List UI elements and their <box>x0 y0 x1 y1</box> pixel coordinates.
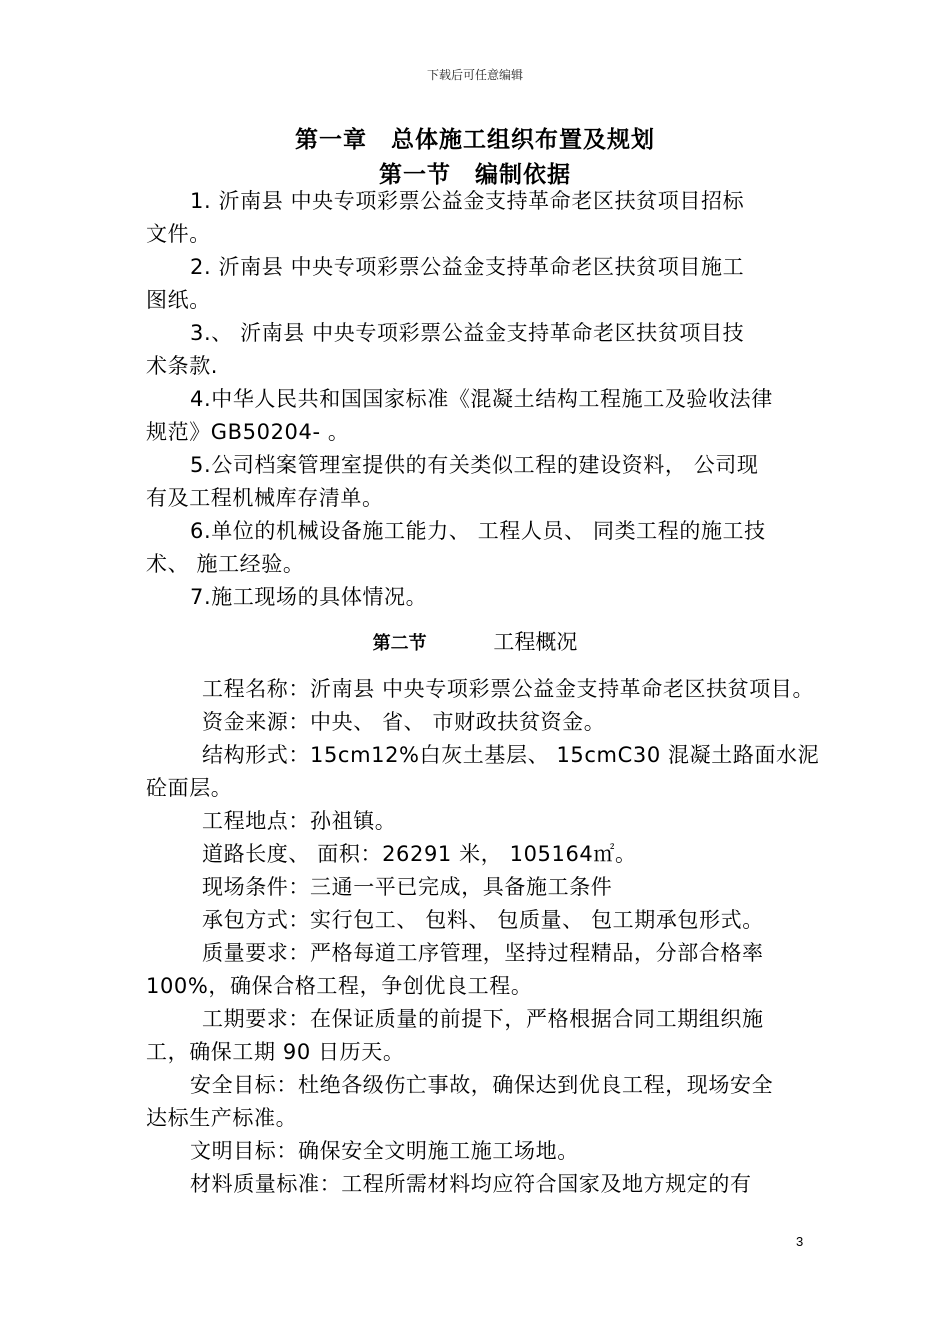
chapter-title: 第一章 总体施工组织布置及规划 <box>295 127 655 153</box>
section2-title <box>0 626 950 656</box>
page-number: 3 <box>796 1234 804 1249</box>
s2-line: 100%，确保合格工程，争创优良工程。 <box>146 974 533 998</box>
s1-line: 术条款. <box>146 354 219 378</box>
s2-line: 质量要求：严格每道工序管理，坚持过程精品，分部合格率 <box>202 941 764 965</box>
s2-line: 工，确保工期 90 日历天。 <box>146 1040 405 1064</box>
s2-line: 工期要求：在保证质量的前提下，严格根据合同工期组织施 <box>202 1007 764 1031</box>
s2-line: 达标生产标准。 <box>146 1106 298 1130</box>
section2-title-number: 第二节 <box>372 633 427 654</box>
s2-line: 道路长度、 面积：26291 米， 105164㎡。 <box>202 842 637 866</box>
s1-line: 3.、 沂南县 中央专项彩票公益金支持革命老区扶贫项目技 <box>190 321 745 345</box>
section1-title: 第一节 编制依据 <box>379 162 571 188</box>
s2-line: 承包方式：实行包工、 包料、 包质量、 包工期承包形式。 <box>202 908 764 932</box>
s2-line: 资金来源：中央、 省、 市财政扶贫资金。 <box>202 710 606 734</box>
s1-line: 4.中华人民共和国国家标准《混凝土结构工程施工及验收法律 <box>190 387 773 411</box>
s2-line: 工程地点：孙祖镇。 <box>202 809 397 833</box>
s1-line: 1. 沂南县 中央专项彩票公益金支持革命老区扶贫项目招标 <box>190 189 745 213</box>
section2-title-text: 工程概况 <box>493 630 578 654</box>
s2-line: 材料质量标准：工程所需材料均应符合国家及地方规定的有 <box>190 1172 752 1196</box>
s1-line: 有及工程机械库存清单。 <box>146 486 384 510</box>
s2-line: 砼面层。 <box>146 776 233 800</box>
s1-line: 5.公司档案管理室提供的有关类似工程的建设资料， 公司现 <box>190 453 759 477</box>
s1-line: 术、 施工经验。 <box>146 552 305 576</box>
s1-line: 2. 沂南县 中央专项彩票公益金支持革命老区扶贫项目施工 <box>190 255 745 279</box>
s2-line: 现场条件：三通一平已完成，具备施工条件 <box>202 875 613 899</box>
s1-line: 7.施工现场的具体情况。 <box>190 585 428 609</box>
s1-line: 文件。 <box>146 222 211 246</box>
s1-line: 图纸。 <box>146 288 211 312</box>
s2-line: 结构形式：15cm12%白灰土基层、 15cmC30 混凝土路面水泥 <box>202 743 820 767</box>
s2-line: 安全目标：杜绝各级伤亡事故，确保达到优良工程，现场安全 <box>190 1073 774 1097</box>
s2-line: 工程名称：沂南县 中央专项彩票公益金支持革命老区扶贫项目。 <box>202 677 815 701</box>
s2-line: 文明目标：确保安全文明施工施工场地。 <box>190 1139 579 1163</box>
s1-line: 6.单位的机械设备施工能力、 工程人员、 同类工程的施工技 <box>190 519 766 543</box>
page-header-note: 下载后可任意编辑 <box>426 68 523 82</box>
s1-line: 规范》GB50204- 。 <box>146 420 350 444</box>
